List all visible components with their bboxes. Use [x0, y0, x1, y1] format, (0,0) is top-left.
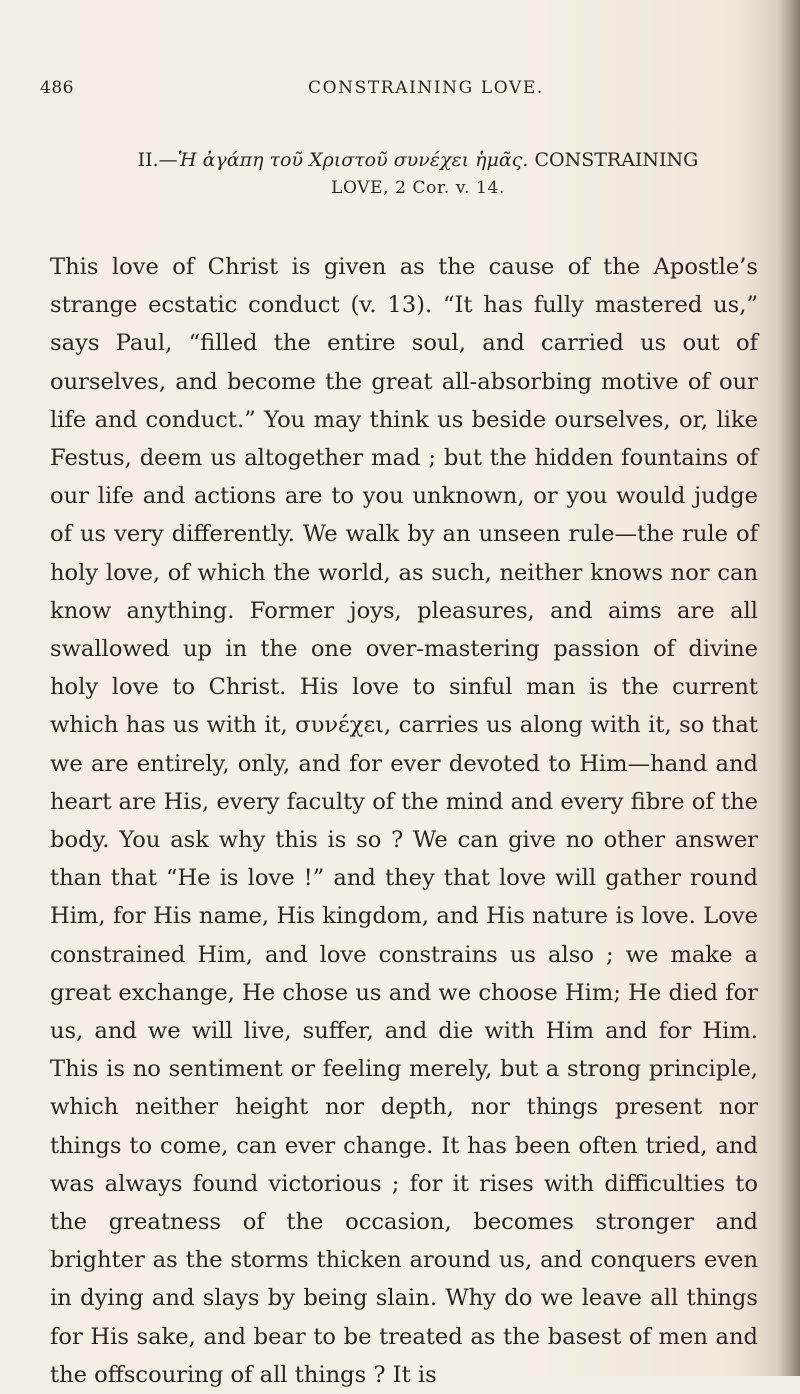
- section-numeral: II.—: [137, 149, 178, 171]
- section-title: CONSTRAINING: [534, 149, 699, 171]
- page-number: 486: [40, 78, 74, 98]
- section-reference: LOVE, 2 Cor. v. 14.: [331, 178, 505, 198]
- section-heading: [98, 146, 738, 202]
- paragraph: This love of Christ is given as the cause of the Apostle’s strange ecstatic conduct (v. 13). “It has fully mastered us,” says Paul, “filled the entire soul, and carried us out of ourselves, and become the great all-absorbing motive of our life and conduct.” You may think us beside ourselves, or, like Festus, deem us altogether mad ; but the hidden fountains of our life and actions are to you unknown, or you would judge of us very differently. We walk by an unseen rule—the rule of holy love, of which the world, as such, neither knows nor can know anything. Former joys, pleasures, and aims are all swallowed up in the one over-mastering passion of divine holy love to Christ. His love to sinful man is the current which has us with it, συνέχει, carries us along with it, so that we are entirely, only, and for ever devoted to Him—hand and heart are His, every faculty of the mind and every fibre of the body. You ask why this is so ? We can give no other answer than that “He is love !” and they that love will gather round Him, for His name, His kingdom, and His nature is love. Love constrained Him, and love constrains us also ; we make a great exchange, He chose us and we choose Him; He died for us, and we will live, suffer, and die with Him and for Him. This is no sentiment or feeling merely, but a strong principle, which neither height nor depth, nor things present nor things to come, can ever change. It has been often tried, and was always found victorious ; for it rises with difficulties to the greatness of the occasion, becomes stronger and brighter as the storms thicken around us, and conquers even in dying and slays by being slain. Why do we leave all things for His sake, and bear to be treated as the basest of men and the offscouring of all things ? It is: [50, 254, 758, 1388]
- greek-text: Ἡ ἀγάπη τοῦ Χριστοῦ συνέχει ἡμᾶς.: [177, 149, 529, 171]
- running-title: CONSTRAINING LOVE.: [308, 78, 544, 98]
- body-text: [50, 248, 758, 1394]
- page-edge-shadow: [778, 0, 800, 1376]
- running-head: [40, 78, 760, 108]
